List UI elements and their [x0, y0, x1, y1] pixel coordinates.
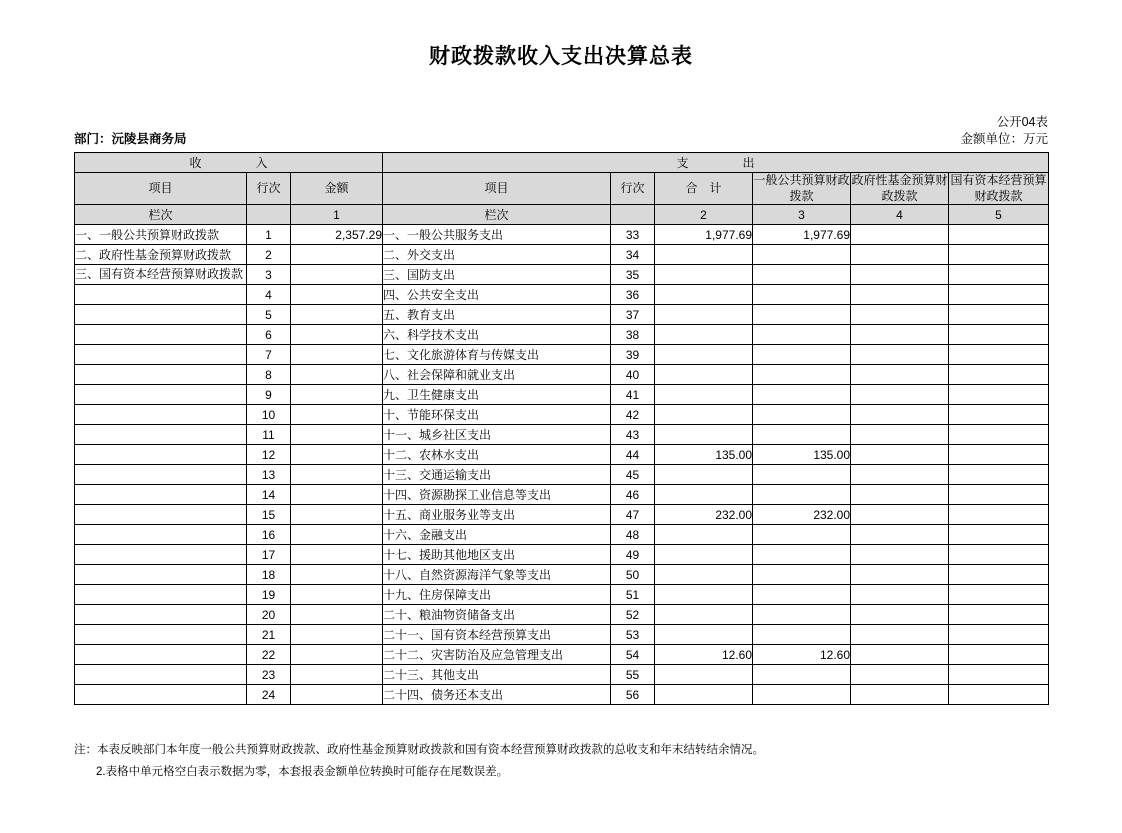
expense-total [655, 385, 753, 405]
column-blank-income-line [247, 205, 291, 225]
expense-total [655, 665, 753, 685]
expense-item: 二十一、国有资本经营预算支出 [383, 625, 611, 645]
income-item: 一、一般公共预算财政拨款 [75, 225, 247, 245]
expense-item: 十二、农林水支出 [383, 445, 611, 465]
expense-state-capital [949, 525, 1049, 545]
table-row [75, 645, 1049, 665]
expense-item: 二十四、债务还本支出 [383, 685, 611, 705]
table-row [75, 665, 1049, 685]
expense-item: 六、科学技术支出 [383, 325, 611, 345]
income-line: 6 [247, 325, 291, 345]
expense-total [655, 365, 753, 385]
income-line: 20 [247, 605, 291, 625]
expense-total [655, 605, 753, 625]
header-expense-group: 支 出 [383, 153, 1049, 173]
expense-gov-fund [851, 405, 949, 425]
table-row [75, 245, 1049, 265]
expense-total [655, 305, 753, 325]
expense-gov-fund [851, 645, 949, 665]
expense-line: 42 [611, 405, 655, 425]
expense-general-public [753, 585, 851, 605]
expense-gov-fund [851, 425, 949, 445]
column-number-state-capital: 5 [949, 205, 1049, 225]
expense-line: 41 [611, 385, 655, 405]
expense-line: 34 [611, 245, 655, 265]
expense-state-capital [949, 385, 1049, 405]
income-amount [291, 245, 383, 265]
expense-general-public [753, 325, 851, 345]
expense-item: 十五、商业服务业等支出 [383, 505, 611, 525]
expense-gov-fund [851, 345, 949, 365]
expense-line: 40 [611, 365, 655, 385]
expense-item: 二十三、其他支出 [383, 665, 611, 685]
expense-line: 33 [611, 225, 655, 245]
income-line: 21 [247, 625, 291, 645]
expense-item: 十八、自然资源海洋气象等支出 [383, 565, 611, 585]
expense-general-public: 135.00 [753, 445, 851, 465]
income-item [75, 305, 247, 325]
expense-state-capital [949, 685, 1049, 705]
expense-gov-fund [851, 465, 949, 485]
expense-total: 135.00 [655, 445, 753, 465]
income-amount [291, 265, 383, 285]
expense-gov-fund [851, 685, 949, 705]
page-title: 财政拨款收入支出决算总表 [429, 44, 693, 68]
expense-line: 55 [611, 665, 655, 685]
column-blank-expense-line [611, 205, 655, 225]
income-line: 23 [247, 665, 291, 685]
expense-gov-fund [851, 505, 949, 525]
expense-general-public [753, 405, 851, 425]
income-item [75, 605, 247, 625]
table-header-group-row [75, 153, 1049, 173]
table-row [75, 485, 1049, 505]
expense-total [655, 565, 753, 585]
income-amount [291, 425, 383, 445]
income-amount [291, 345, 383, 365]
income-line: 7 [247, 345, 291, 365]
table-row [75, 365, 1049, 385]
expense-line: 45 [611, 465, 655, 485]
income-line: 22 [247, 645, 291, 665]
expense-total [655, 265, 753, 285]
expense-general-public [753, 625, 851, 645]
expense-item: 十、节能环保支出 [383, 405, 611, 425]
income-item [75, 285, 247, 305]
income-item [75, 385, 247, 405]
expense-gov-fund [851, 605, 949, 625]
unit-label: 金额单位：万元 [960, 132, 1048, 146]
table-row [75, 285, 1049, 305]
expense-item: 十九、住房保障支出 [383, 585, 611, 605]
expense-state-capital [949, 665, 1049, 685]
expense-general-public: 1,977.69 [753, 225, 851, 245]
column-label-expense: 栏次 [383, 205, 611, 225]
income-line: 12 [247, 445, 291, 465]
expense-line: 49 [611, 545, 655, 565]
expense-gov-fund [851, 585, 949, 605]
expense-total [655, 485, 753, 505]
expense-gov-fund [851, 365, 949, 385]
income-line: 18 [247, 565, 291, 585]
expense-total: 232.00 [655, 505, 753, 525]
income-item [75, 685, 247, 705]
column-number-general-public: 3 [753, 205, 851, 225]
expense-item: 七、文化旅游体育与传媒支出 [383, 345, 611, 365]
expense-gov-fund [851, 625, 949, 645]
expense-line: 36 [611, 285, 655, 305]
expense-state-capital [949, 445, 1049, 465]
expense-state-capital [949, 305, 1049, 325]
table-row [75, 325, 1049, 345]
expense-general-public [753, 265, 851, 285]
expense-state-capital [949, 245, 1049, 265]
table-row [75, 525, 1049, 545]
expense-general-public [753, 545, 851, 565]
expense-general-public [753, 345, 851, 365]
expense-total [655, 285, 753, 305]
expense-item: 十七、援助其他地区支出 [383, 545, 611, 565]
expense-general-public [753, 525, 851, 545]
expense-general-public [753, 565, 851, 585]
income-item [75, 445, 247, 465]
income-item [75, 525, 247, 545]
expense-state-capital [949, 485, 1049, 505]
table-row [75, 385, 1049, 405]
expense-gov-fund [851, 245, 949, 265]
expense-gov-fund [851, 325, 949, 345]
expense-general-public: 232.00 [753, 505, 851, 525]
income-amount [291, 385, 383, 405]
expense-gov-fund [851, 225, 949, 245]
expense-line: 51 [611, 585, 655, 605]
expense-item: 一、一般公共服务支出 [383, 225, 611, 245]
table-row [75, 425, 1049, 445]
expense-state-capital [949, 405, 1049, 425]
income-amount [291, 605, 383, 625]
expense-item: 八、社会保障和就业支出 [383, 365, 611, 385]
table-notes [74, 740, 764, 784]
table-row [75, 505, 1049, 525]
income-item: 三、国有资本经营预算财政拨款 [75, 265, 247, 285]
expense-state-capital [949, 625, 1049, 645]
header-income-line: 行次 [247, 173, 291, 205]
income-amount [291, 365, 383, 385]
expense-gov-fund [851, 385, 949, 405]
expense-state-capital [949, 505, 1049, 525]
expense-item: 十六、金融支出 [383, 525, 611, 545]
expense-line: 56 [611, 685, 655, 705]
expense-general-public [753, 365, 851, 385]
income-item [75, 645, 247, 665]
income-item [75, 625, 247, 645]
income-line: 11 [247, 425, 291, 445]
expense-item: 十一、城乡社区支出 [383, 425, 611, 445]
table-row [75, 625, 1049, 645]
expense-total [655, 625, 753, 645]
expense-line: 46 [611, 485, 655, 505]
expense-general-public [753, 685, 851, 705]
expense-gov-fund [851, 265, 949, 285]
income-amount [291, 545, 383, 565]
expense-line: 43 [611, 425, 655, 445]
note-line-2: 2.表格中单元格空白表示数据为零，本套报表金额单位转换时可能存在尾数误差。 [96, 765, 509, 778]
income-amount [291, 665, 383, 685]
income-item [75, 325, 247, 345]
expense-general-public: 12.60 [753, 645, 851, 665]
table-body [75, 225, 1049, 705]
expense-item: 四、公共安全支出 [383, 285, 611, 305]
meta-row [74, 129, 1048, 147]
expense-line: 53 [611, 625, 655, 645]
expense-gov-fund [851, 545, 949, 565]
expense-item: 十三、交通运输支出 [383, 465, 611, 485]
table-row [75, 605, 1049, 625]
header-general-public: 一般公共预算财政拨款 [753, 173, 851, 205]
expense-total: 1,977.69 [655, 225, 753, 245]
expense-line: 44 [611, 445, 655, 465]
expense-item: 二、外交支出 [383, 245, 611, 265]
expense-item: 三、国防支出 [383, 265, 611, 285]
table-row [75, 685, 1049, 705]
expense-state-capital [949, 285, 1049, 305]
expense-state-capital [949, 465, 1049, 485]
expense-line: 37 [611, 305, 655, 325]
income-amount [291, 585, 383, 605]
column-number-gov-fund: 4 [851, 205, 949, 225]
income-amount [291, 305, 383, 325]
header-income-group: 收 入 [75, 153, 383, 173]
expense-gov-fund [851, 485, 949, 505]
expense-total [655, 545, 753, 565]
expense-state-capital [949, 345, 1049, 365]
budget-table [74, 152, 1049, 705]
income-line: 8 [247, 365, 291, 385]
expense-state-capital [949, 365, 1049, 385]
header-expense-line: 行次 [611, 173, 655, 205]
income-line: 4 [247, 285, 291, 305]
document-page [0, 40, 1122, 833]
table-row [75, 585, 1049, 605]
table-row [75, 345, 1049, 365]
expense-general-public [753, 465, 851, 485]
income-item [75, 405, 247, 425]
header-expense-total: 合 计 [655, 173, 753, 205]
income-line: 16 [247, 525, 291, 545]
expense-line: 52 [611, 605, 655, 625]
expense-gov-fund [851, 665, 949, 685]
expense-gov-fund [851, 285, 949, 305]
expense-total [655, 325, 753, 345]
expense-general-public [753, 605, 851, 625]
income-line: 9 [247, 385, 291, 405]
expense-general-public [753, 425, 851, 445]
table-row [75, 445, 1049, 465]
expense-line: 39 [611, 345, 655, 365]
income-line: 14 [247, 485, 291, 505]
expense-total: 12.60 [655, 645, 753, 665]
income-amount [291, 325, 383, 345]
note-line-1: 注：本表反映部门本年度一般公共预算财政拨款、政府性基金预算财政拨款和国有资本经营预算财政拨款的总收支和年末结转结余情况。 [74, 744, 764, 756]
expense-line: 50 [611, 565, 655, 585]
income-line: 13 [247, 465, 291, 485]
expense-line: 48 [611, 525, 655, 545]
income-amount [291, 465, 383, 485]
expense-total [655, 245, 753, 265]
expense-item: 二十二、灾害防治及应急管理支出 [383, 645, 611, 665]
table-row [75, 545, 1049, 565]
header-expense-item: 项目 [383, 173, 611, 205]
expense-total [655, 525, 753, 545]
expense-state-capital [949, 265, 1049, 285]
income-amount [291, 505, 383, 525]
income-item [75, 665, 247, 685]
expense-total [655, 685, 753, 705]
header-gov-fund: 政府性基金预算财政拨款 [851, 173, 949, 205]
expense-state-capital [949, 325, 1049, 345]
income-item [75, 485, 247, 505]
expense-gov-fund [851, 305, 949, 325]
income-item [75, 505, 247, 525]
column-number-total: 2 [655, 205, 753, 225]
table-row [75, 465, 1049, 485]
income-item [75, 545, 247, 565]
expense-total [655, 345, 753, 365]
income-item: 二、政府性基金预算财政拨款 [75, 245, 247, 265]
expense-gov-fund [851, 525, 949, 545]
column-number-income-amount: 1 [291, 205, 383, 225]
expense-total [655, 465, 753, 485]
header-state-capital: 国有资本经营预算财政拨款 [949, 173, 1049, 205]
income-amount [291, 565, 383, 585]
expense-item: 二十、粮油物资储备支出 [383, 605, 611, 625]
income-item [75, 425, 247, 445]
expense-item: 九、卫生健康支出 [383, 385, 611, 405]
expense-state-capital [949, 565, 1049, 585]
table-column-number-row [75, 205, 1049, 225]
income-amount [291, 685, 383, 705]
expense-state-capital [949, 645, 1049, 665]
income-line: 1 [247, 225, 291, 245]
table-row [75, 405, 1049, 425]
income-amount [291, 445, 383, 465]
expense-total [655, 405, 753, 425]
expense-line: 35 [611, 265, 655, 285]
expense-general-public [753, 305, 851, 325]
department-label: 部门：沅陵县商务局 [74, 132, 187, 146]
expense-state-capital [949, 225, 1049, 245]
expense-general-public [753, 485, 851, 505]
income-amount [291, 485, 383, 505]
column-label-income: 栏次 [75, 205, 247, 225]
income-amount [291, 405, 383, 425]
expense-state-capital [949, 425, 1049, 445]
header-income-amount: 金额 [291, 173, 383, 205]
table-row [75, 225, 1049, 245]
table-row [75, 265, 1049, 285]
income-amount [291, 285, 383, 305]
expense-general-public [753, 665, 851, 685]
income-line: 24 [247, 685, 291, 705]
expense-item: 五、教育支出 [383, 305, 611, 325]
expense-general-public [753, 385, 851, 405]
sheet-number: 公开04表 [996, 115, 1048, 129]
income-line: 3 [247, 265, 291, 285]
income-line: 17 [247, 545, 291, 565]
income-item [75, 345, 247, 365]
income-line: 2 [247, 245, 291, 265]
expense-general-public [753, 245, 851, 265]
table-row [75, 565, 1049, 585]
header-income-item: 项目 [75, 173, 247, 205]
expense-line: 47 [611, 505, 655, 525]
expense-state-capital [949, 605, 1049, 625]
expense-line: 38 [611, 325, 655, 345]
income-amount [291, 525, 383, 545]
income-item [75, 465, 247, 485]
expense-total [655, 425, 753, 445]
expense-state-capital [949, 545, 1049, 565]
income-line: 5 [247, 305, 291, 325]
income-amount [291, 625, 383, 645]
expense-state-capital [949, 585, 1049, 605]
income-amount [291, 645, 383, 665]
income-amount: 2,357.29 [291, 225, 383, 245]
expense-general-public [753, 285, 851, 305]
income-line: 19 [247, 585, 291, 605]
expense-gov-fund [851, 565, 949, 585]
table-header-row [75, 173, 1049, 205]
income-item [75, 565, 247, 585]
income-item [75, 585, 247, 605]
expense-total [655, 585, 753, 605]
expense-gov-fund [851, 445, 949, 465]
expense-line: 54 [611, 645, 655, 665]
income-line: 10 [247, 405, 291, 425]
expense-item: 十四、资源勘探工业信息等支出 [383, 485, 611, 505]
table-row [75, 305, 1049, 325]
income-item [75, 365, 247, 385]
income-line: 15 [247, 505, 291, 525]
